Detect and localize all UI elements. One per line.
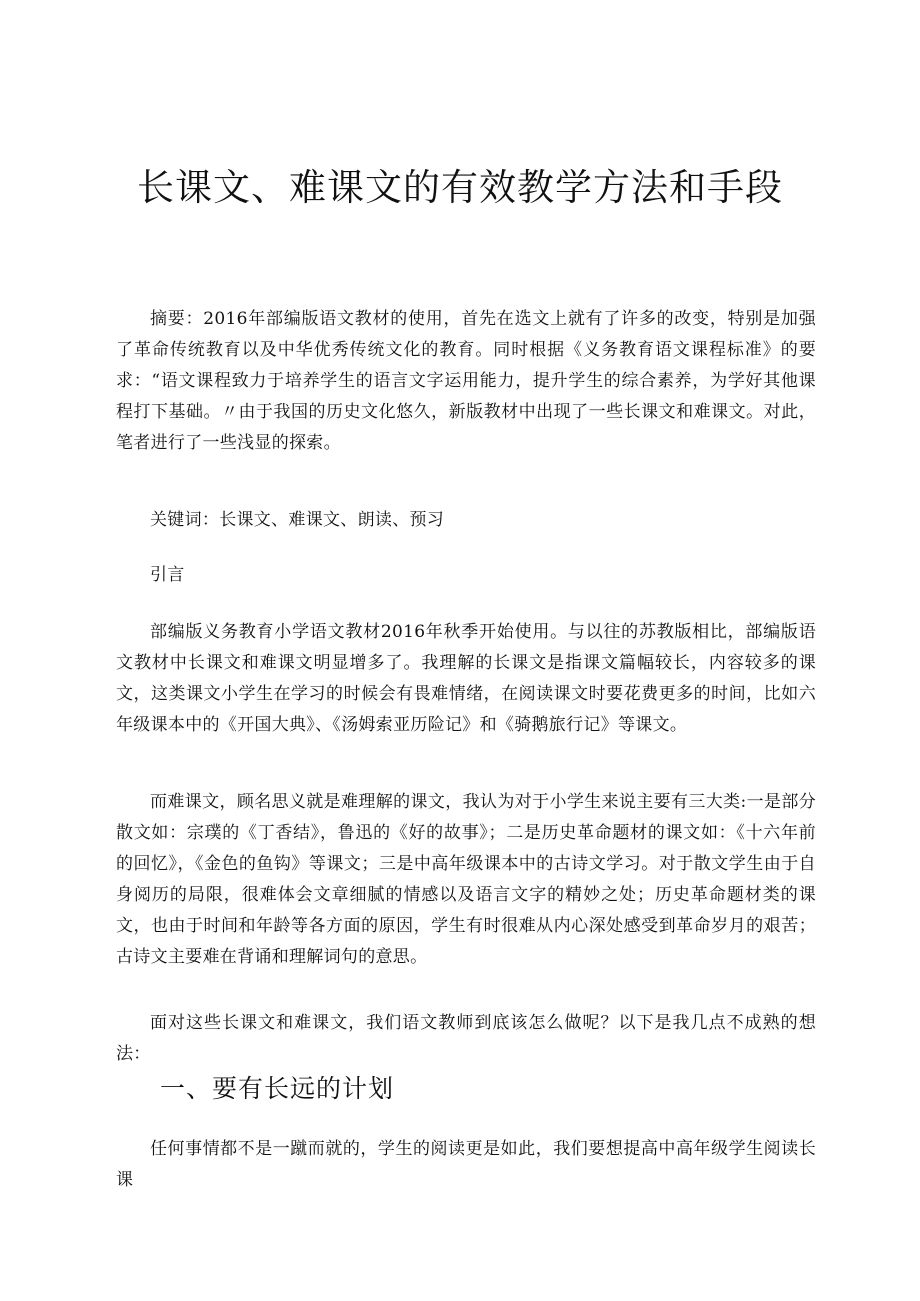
body-paragraph-4: 任何事情都不是一蹴而就的，学生的阅读更是如此，我们要想提高中高年级学生阅读长课 — [116, 1139, 816, 1190]
body-paragraph-1: 部编版义务教育小学语文教材2016年秋季开始使用。与以往的苏教版相比，部编版语文教材中长课文和难课文明显增多了。我理解的长课文是指课文篇幅较长，内容较多的课文，这类课文小学生在学习的时候会有畏难情绪，在阅读课文时要花费更多的时间，比如六年级课本中的《开国大典》、《汤姆索亚历险记》和《骑鹅旅行记》等课文。 — [116, 622, 816, 735]
section-heading-1: 一、要有长远的计划 — [160, 1074, 395, 1103]
introduction-label: 引言 — [150, 565, 185, 585]
body-paragraph-3: 面对这些长课文和难课文，我们语文教师到底该怎么做呢？以下是我几点不成熟的想法： — [116, 1013, 816, 1064]
document-title: 长课文、难课文的有效教学方法和手段 — [137, 166, 783, 209]
abstract-paragraph: 摘要：2016年部编版语文教材的使用，首先在选文上就有了许多的改变，特别是加强了革命传统教育以及中华优秀传统文化的教育。同时根据《义务教育语文课程标准》的要求：“语文课程致力于培养学生的语言文字运用能力，提升学生的综合素养，为学好其他课程打下基础。〃由于我国的历史文化悠久，新版教材中出现了一些长课文和难课文。对此，笔者进行了一些浅显的探索。 — [116, 309, 816, 453]
body-paragraph-2: 而难课文，顾名思义就是难理解的课文，我认为对于小学生来说主要有三大类:一是部分散文如：宗璞的《丁香结》，鲁迅的《好的故事》；二是历史革命题材的课文如：《十六年前的回忆》，《金色的鱼钩》等课文；三是中高年级课本中的古诗文学习。对于散文学生由于自身阅历的局限，很难体会文章细腻的情感以及语言文字的精妙之处；历史革命题材类的课文，也由于时间和年龄等各方面的原因，学生有时很难从内心深处感受到革命岁月的艰苦；古诗文主要难在背诵和理解词句的意思。 — [116, 792, 816, 967]
keywords-line: 关键词：长课文、难课文、朗读、预习 — [150, 510, 445, 530]
